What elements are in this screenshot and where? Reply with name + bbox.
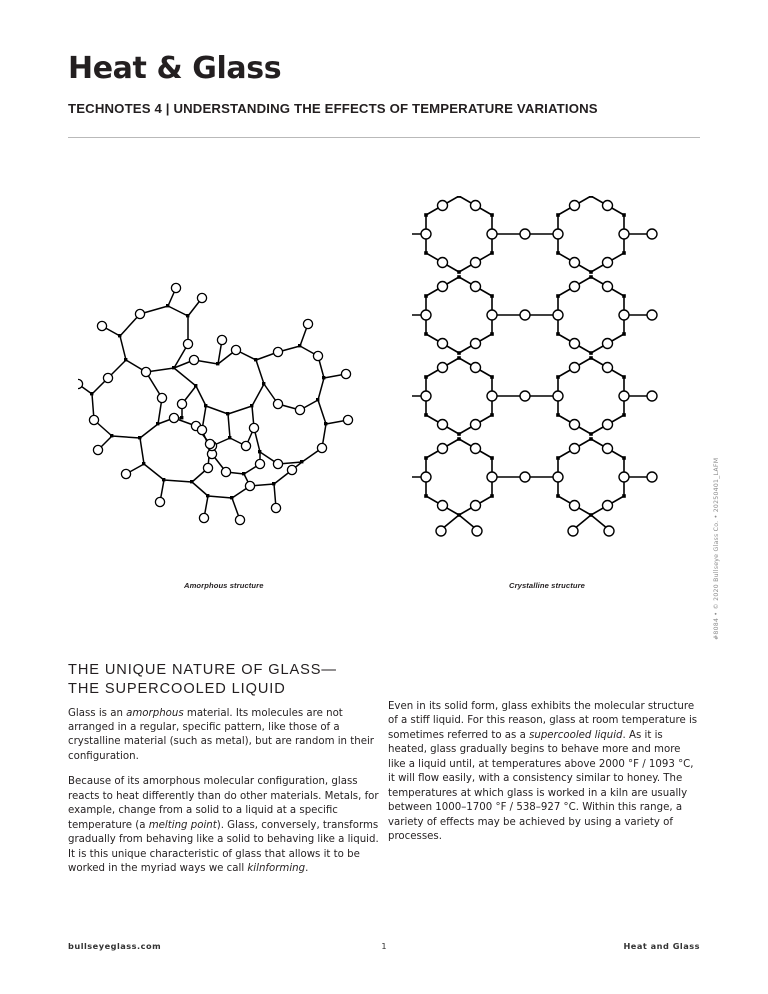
text-run: Even in its solid form, glass exhibits the molecular structure of a stiff liquid. For this reason, glass at room temperature is sometimes referred to as a <box>388 701 698 741</box>
text-run: . <box>305 863 309 875</box>
footer-website[interactable]: bullseyeglass.com <box>68 941 162 951</box>
left-paragraphs <box>68 707 380 877</box>
emphasis-term: supercooled liquid <box>529 729 623 741</box>
figure-amorphous-structure <box>78 268 378 558</box>
edge-credit-line: #8084 • © 2020 Bullseye Glass Co. • 20250401_LAFM <box>713 457 720 640</box>
body-column-right <box>388 700 700 845</box>
text-run: . As it is heated, glass gradually begins to behave more and more like a liquid until, at temperatures above 2000 °F / 1093 °C, it will flow easily, with a consistency similar to honey. The temperatures at which glass is worked in a kiln are usually between 1000–1700 °F / 538–927 °C. Within this range, a variety of effects may be achieved by using a variety of processes. <box>388 729 694 843</box>
page-title: Heat & Glass <box>68 51 282 86</box>
page-footer <box>68 941 700 955</box>
emphasis-term: melting point <box>148 819 217 831</box>
amorphous-network-diagram <box>78 268 378 558</box>
section-heading-line-1: THE UNIQUE NATURE OF GLASS— <box>68 662 337 678</box>
footer-document-name: Heat and Glass <box>623 941 700 951</box>
document-header <box>68 52 700 116</box>
paragraph-para-2 <box>68 775 380 876</box>
text-run: material. Its molecules are not arranged in a regular, specific pattern, like those of a crystalline material (such as metal), but are random in their configuration. <box>68 707 374 762</box>
section-heading <box>68 661 380 700</box>
paragraph-para-1 <box>68 707 380 765</box>
text-run: ). Glass, conversely, transforms gradually from behaving like a solid to behaving like a liquid. It is this unique characteristic of glass that allows it to be worked in the myriad ways we call <box>68 819 379 875</box>
body-column-left <box>68 661 380 877</box>
footer-page-number: 1 <box>381 941 387 951</box>
section-heading-line-2: THE SUPERCOOLED LIQUID <box>68 681 286 698</box>
text-run: Because of its amorphous molecular configuration, glass reacts to heat differently than do other materials. Metals, for example, change from a solid to a liquid at a specific temperature (a <box>68 776 379 831</box>
emphasis-term: kilnforming <box>247 863 306 875</box>
header-divider <box>68 137 700 138</box>
text-run: Glass is an <box>68 707 127 719</box>
right-paragraphs <box>388 700 700 845</box>
figure-caption-amorphous: Amorphous structure <box>184 581 264 590</box>
crystalline-lattice-diagram <box>412 196 674 544</box>
figure-caption-crystalline: Crystalline structure <box>509 581 585 590</box>
figure-crystalline-structure <box>412 196 674 544</box>
emphasis-term: amorphous <box>126 707 184 719</box>
document-subtitle: TECHNOTES 4 | UNDERSTANDING THE EFFECTS OF TEMPERATURE VARIATIONS <box>68 101 598 116</box>
paragraph-para-3 <box>388 700 700 845</box>
